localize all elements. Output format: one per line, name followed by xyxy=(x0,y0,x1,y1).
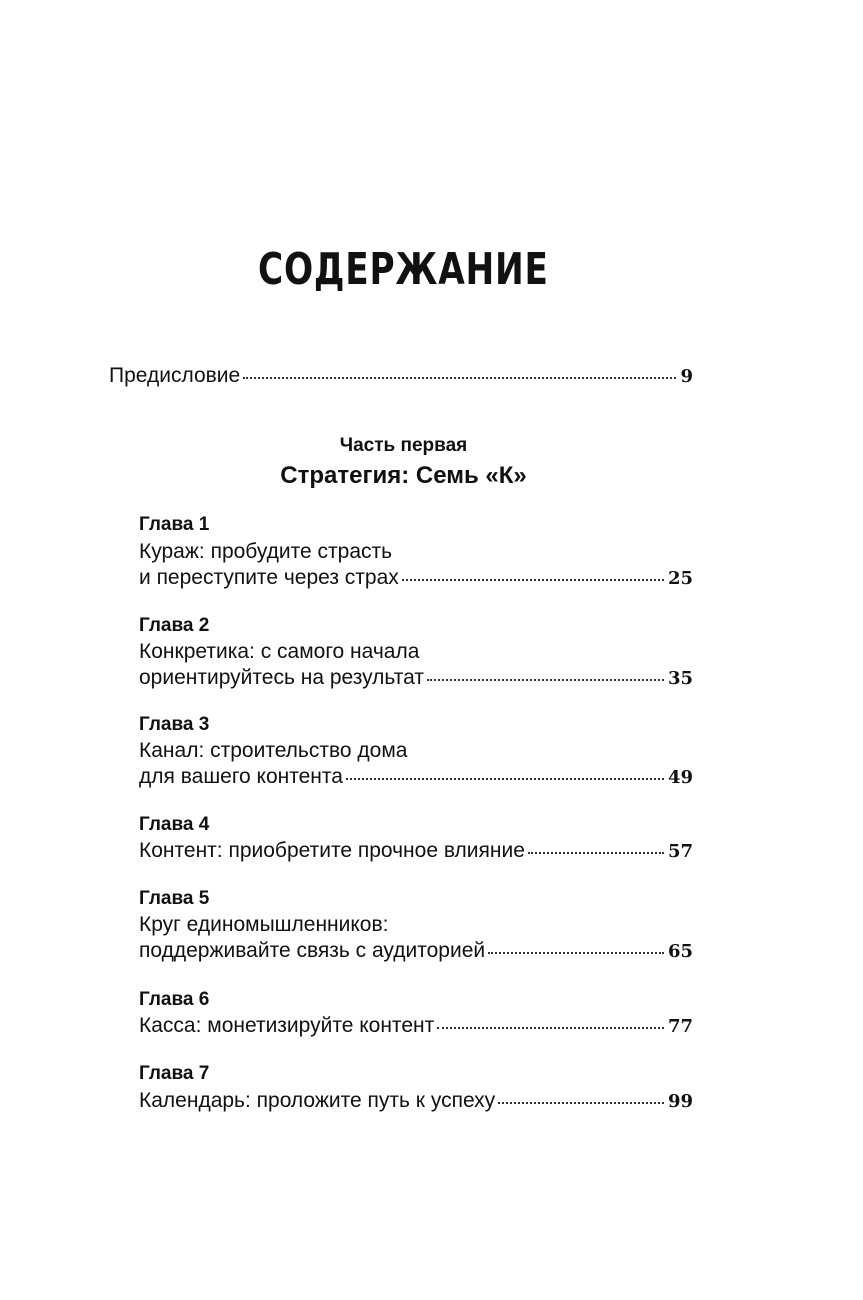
toc-entry-preface[interactable] xyxy=(109,363,693,389)
dot-leader xyxy=(243,377,676,379)
dot-leader xyxy=(488,952,664,954)
chapter-title-line: Круг единомышленников: xyxy=(139,913,389,936)
toc-entry-text: Касса: монетизируйте контент xyxy=(139,1014,435,1037)
chapter-title-line: Конкретика: с самого начала xyxy=(139,640,420,663)
toc-entry-chapter-3[interactable] xyxy=(139,764,693,790)
page-number: 49 xyxy=(667,767,693,788)
toc-entry-chapter-1[interactable] xyxy=(139,565,693,591)
toc-entry-chapter-5[interactable] xyxy=(139,938,693,964)
dot-leader xyxy=(528,852,664,854)
dot-leader xyxy=(402,579,664,581)
chapter-label: Глава 4 xyxy=(139,814,210,835)
toc-title: СОДЕРЖАНИЕ xyxy=(257,244,549,295)
toc-entry-chapter-4[interactable] xyxy=(139,838,693,864)
toc-entry-text: Календарь: проложите путь к успеху xyxy=(139,1089,496,1112)
dot-leader xyxy=(498,1102,664,1104)
toc-entry-text: Контент: приобретите прочное влияние xyxy=(139,839,525,862)
chapter-title-line: Кураж: пробудите страсть xyxy=(139,540,393,563)
toc-entry-text: ориентируйтесь на результат xyxy=(139,666,424,689)
page-number: 65 xyxy=(667,941,693,962)
dot-leader xyxy=(427,679,664,681)
chapter-label: Глава 6 xyxy=(139,989,210,1010)
page-number: 57 xyxy=(667,841,693,862)
toc-entry-text: и переступите через страх xyxy=(139,566,399,589)
toc-entry-text: Предисловие xyxy=(109,364,241,387)
toc-entry-chapter-7[interactable] xyxy=(139,1088,693,1114)
toc-entry-text: поддерживайте связь с аудиторией xyxy=(139,939,486,962)
part-title: Стратегия: Семь «К» xyxy=(280,462,527,489)
dot-leader xyxy=(346,778,664,780)
page-number: 77 xyxy=(667,1016,693,1037)
page-number: 99 xyxy=(667,1091,693,1112)
chapter-label: Глава 2 xyxy=(139,615,210,636)
dot-leader xyxy=(437,1027,664,1029)
chapter-label: Глава 5 xyxy=(139,888,210,909)
page-number: 9 xyxy=(680,366,693,387)
toc-entry-text: для вашего контента xyxy=(139,765,343,788)
toc-entry-chapter-6[interactable] xyxy=(139,1013,693,1039)
page-number: 35 xyxy=(667,668,693,689)
chapter-label: Глава 3 xyxy=(139,714,210,735)
page-number: 25 xyxy=(667,568,693,589)
part-label: Часть первая xyxy=(339,435,468,456)
chapter-label: Глава 1 xyxy=(139,514,210,535)
chapter-title-line: Канал: строительство дома xyxy=(139,739,408,762)
toc-entry-chapter-2[interactable] xyxy=(139,665,693,691)
chapter-label: Глава 7 xyxy=(139,1063,210,1084)
